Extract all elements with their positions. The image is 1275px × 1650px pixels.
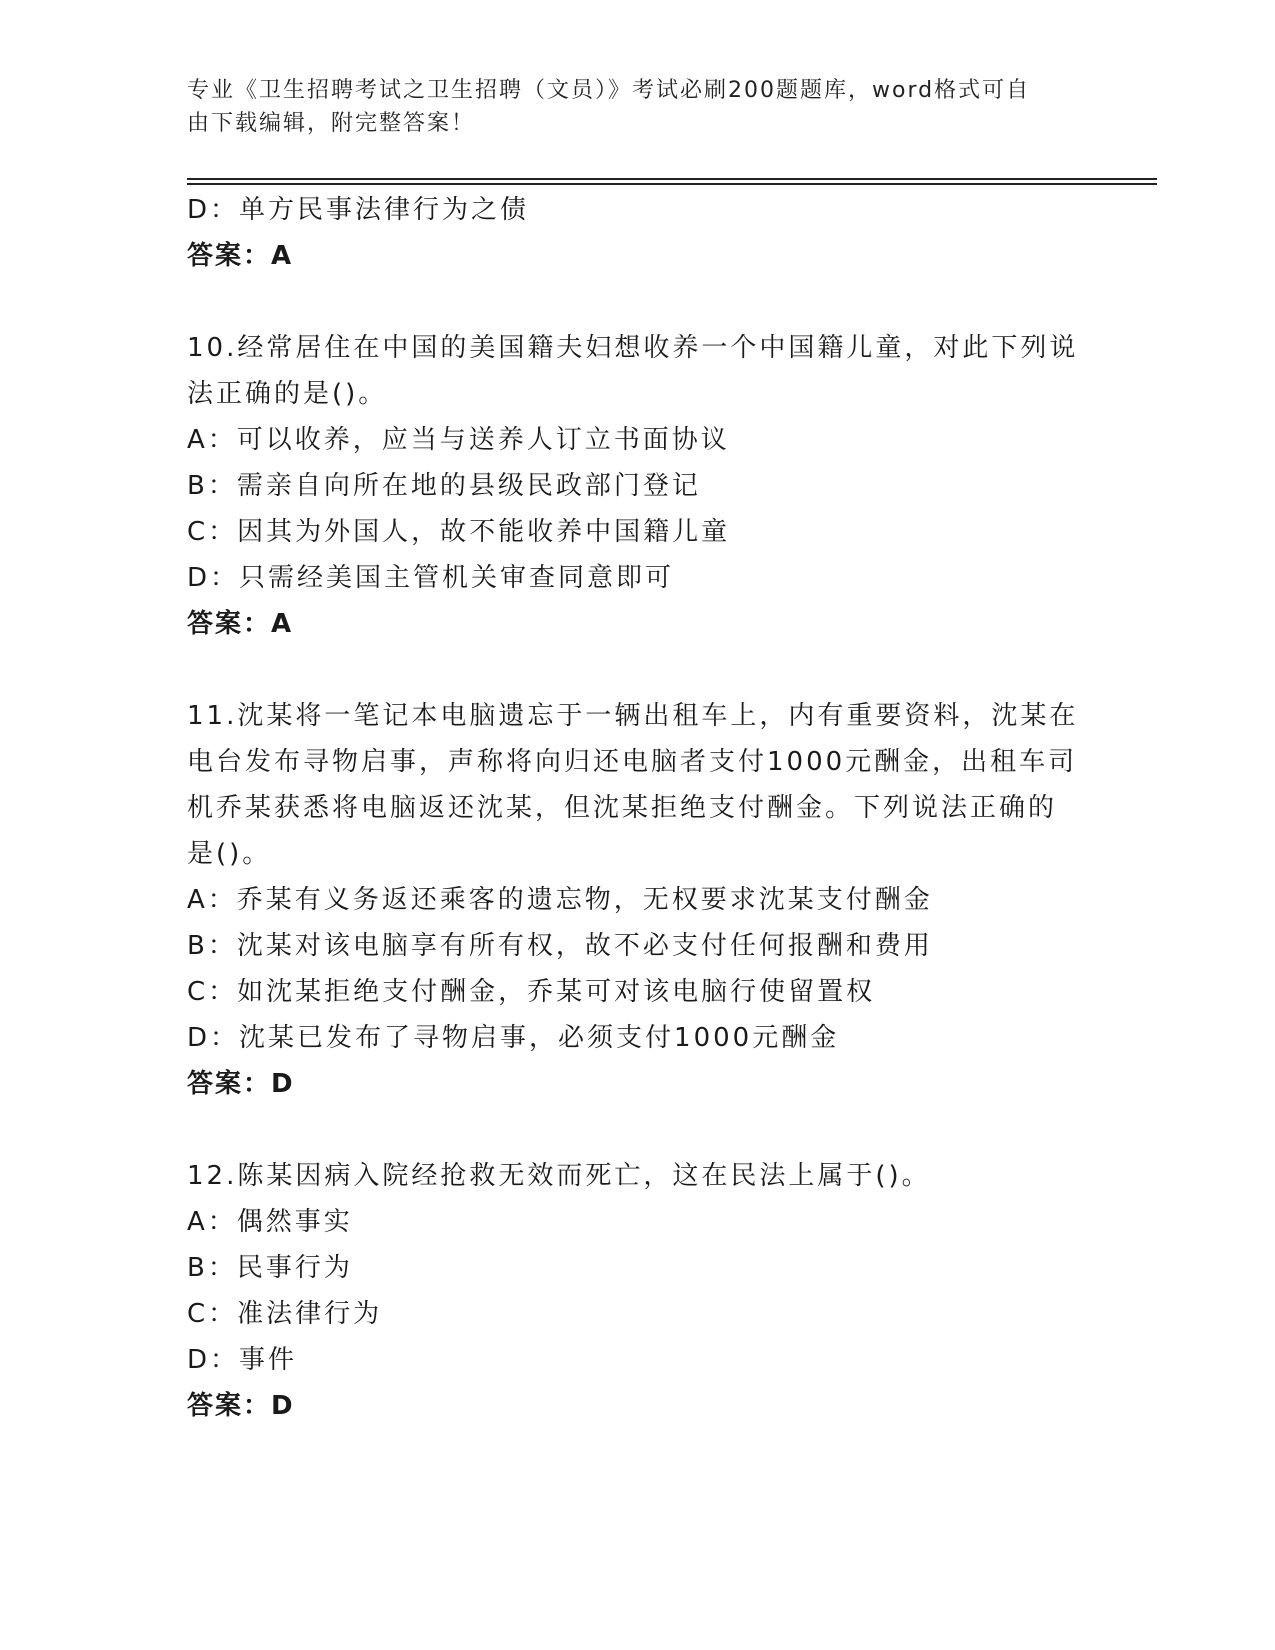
q11-option-b: B：沈某对该电脑享有所有权，故不必支付任何报酬和费用 bbox=[187, 931, 933, 961]
question-10 bbox=[187, 325, 1087, 647]
q10-option-b: B：需亲自向所在地的县级民政部门登记 bbox=[187, 471, 701, 501]
q11-option-d: D：沈某已发布了寻物启事，必须支付1000元酬金 bbox=[187, 1023, 840, 1053]
q11-option-a: A：乔某有义务返还乘客的遗忘物，无权要求沈某支付酬金 bbox=[187, 885, 933, 915]
q12-option-a: A：偶然事实 bbox=[187, 1207, 353, 1237]
q12-stem-line-1: 12.陈某因病入院经抢救无效而死亡，这在民法上属于()。 bbox=[187, 1161, 931, 1191]
page-header bbox=[187, 74, 1067, 140]
q11-stem-line-1: 11.沈某将一笔记本电脑遗忘于一辆出租车上，内有重要资料，沈某在 bbox=[187, 701, 1079, 731]
q10-option-c: C：因其为外国人，故不能收养中国籍儿童 bbox=[187, 517, 731, 547]
q10-option-d: D：只需经美国主管机关审查同意即可 bbox=[187, 563, 675, 593]
q12-answer: 答案：D bbox=[187, 1391, 295, 1421]
q11-option-c: C：如沈某拒绝支付酬金，乔某可对该电脑行使留置权 bbox=[187, 977, 876, 1007]
q10-option-a: A：可以收养，应当与送养人订立书面协议 bbox=[187, 425, 730, 455]
q9-option-d: D：单方民事法律行为之债 bbox=[187, 195, 530, 225]
question-content bbox=[187, 187, 1087, 1429]
header-line-1: 专业《卫生招聘考试之卫生招聘（文员）》考试必刷200题题库，word格式可自 bbox=[187, 78, 1031, 103]
q10-stem-line-2: 法正确的是()。 bbox=[187, 379, 388, 409]
q11-stem-line-3: 机乔某获悉将电脑返还沈某，但沈某拒绝支付酬金。下列说法正确的 bbox=[187, 793, 1058, 823]
header-divider-top bbox=[187, 178, 1157, 180]
spacer bbox=[187, 1107, 1087, 1153]
spacer bbox=[187, 647, 1087, 693]
q12-option-c: C：准法律行为 bbox=[187, 1299, 383, 1329]
question-11 bbox=[187, 693, 1087, 1107]
spacer bbox=[187, 279, 1087, 325]
q9-answer: 答案：A bbox=[187, 241, 294, 271]
q12-option-b: B：民事行为 bbox=[187, 1253, 353, 1283]
q11-stem-line-2: 电台发布寻物启事，声称将向归还电脑者支付1000元酬金，出租车司 bbox=[187, 747, 1078, 777]
header-line-2: 由下载编辑，附完整答案！ bbox=[187, 111, 476, 136]
header-divider-bottom bbox=[187, 183, 1157, 185]
q11-stem-line-4: 是()。 bbox=[187, 839, 272, 869]
q10-stem-line-1: 10.经常居住在中国的美国籍夫妇想收养一个中国籍儿童，对此下列说 bbox=[187, 333, 1079, 363]
q11-answer: 答案：D bbox=[187, 1069, 295, 1099]
question-12 bbox=[187, 1153, 1087, 1429]
q12-option-d: D：事件 bbox=[187, 1345, 298, 1375]
q10-answer: 答案：A bbox=[187, 609, 294, 639]
